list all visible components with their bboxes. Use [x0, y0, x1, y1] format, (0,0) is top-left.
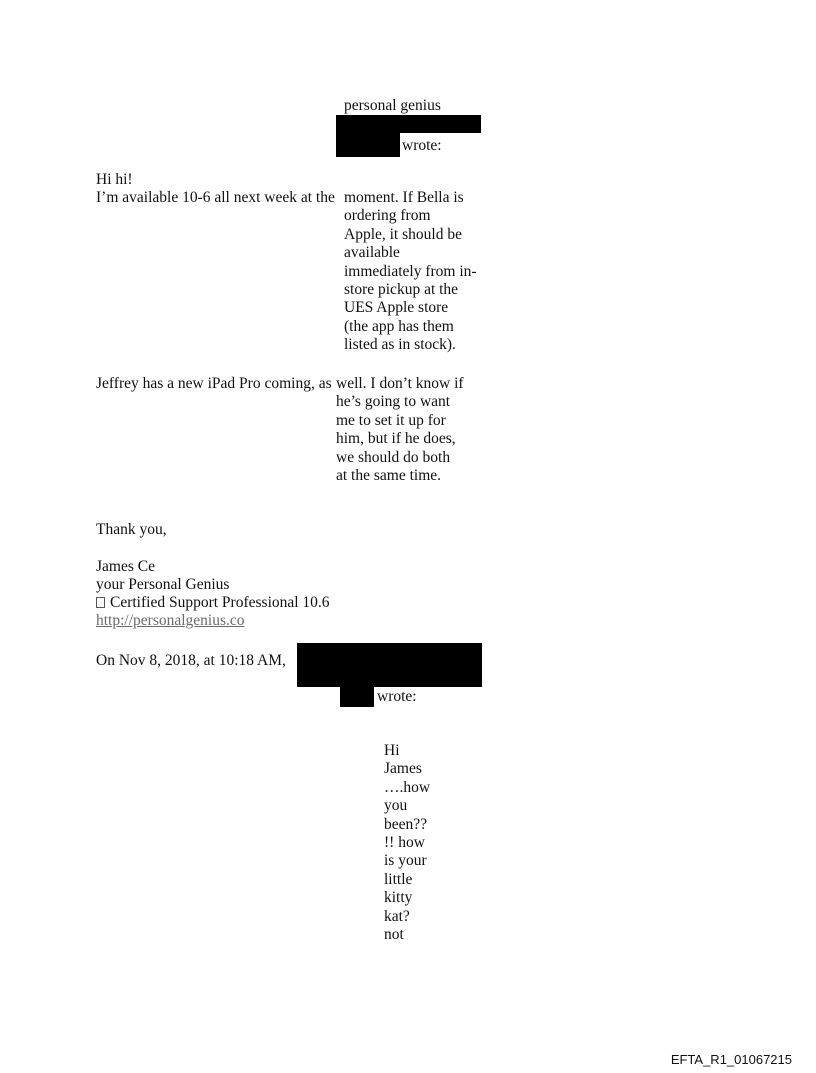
quoted-intro: On Nov 8, 2018, at 10:18 AM, [96, 652, 286, 669]
paragraph-column [336, 375, 464, 485]
reply-line: Hi [384, 742, 400, 759]
signature-name: James Ce [96, 558, 155, 575]
reply-line: you [384, 797, 408, 815]
paragraph-line: Apple, it should be [344, 225, 462, 243]
paragraph-line: (the app has them [344, 317, 454, 335]
redaction-bar [297, 643, 482, 687]
reply-line: not [384, 925, 404, 943]
paragraph-line: Jeffrey has a new iPad Pro coming, as [96, 375, 332, 392]
paragraph-column [344, 189, 477, 355]
paragraph-line: store pickup at the [344, 280, 459, 298]
document-id: EFTA_R1_01067215 [670, 1051, 792, 1067]
reply-line: kitty [384, 889, 413, 907]
website-link[interactable]: http://personalgenius.co [96, 612, 245, 629]
quoted-reply [384, 742, 430, 944]
reply-line: James [384, 760, 422, 778]
paragraph-line: he’s going to want [336, 393, 451, 411]
cert-text: Certified Support Professional 10.6 [110, 594, 330, 611]
paragraph-line: I’m available 10-6 all next week at the [96, 189, 335, 206]
signature-title: your Personal Genius [96, 576, 230, 593]
apple-logo-icon [96, 597, 105, 608]
paragraph-line: me to set it up for [336, 411, 446, 429]
paragraph-line: immediately from in- [344, 262, 477, 280]
wrote-label: wrote: [402, 137, 442, 154]
paragraph-line: ordering from [344, 207, 431, 225]
wrote-label: wrote: [377, 688, 417, 705]
reply-line: !! how [384, 833, 425, 851]
paragraph-line: moment. If Bella is [344, 189, 464, 206]
reply-line: kat? [384, 907, 410, 925]
paragraph-line: UES Apple store [344, 299, 449, 317]
reply-line: is your [384, 852, 427, 870]
greeting: Hi hi! [96, 171, 133, 188]
redaction-bar [336, 133, 400, 157]
paragraph-line: him, but if he does, [336, 430, 456, 448]
redaction-bar [340, 687, 374, 707]
paragraph-line: at the same time. [336, 466, 442, 484]
sign-off: Thank you, [96, 521, 167, 538]
reply-line: ….how [384, 778, 431, 796]
reply-line: little [384, 870, 413, 888]
paragraph-line: listed as in stock). [344, 336, 456, 354]
sender-name: personal genius [344, 97, 441, 114]
paragraph-line: available [344, 244, 400, 262]
redaction-bar [336, 115, 481, 133]
reply-line: been?? [384, 815, 428, 833]
paragraph-line: we should do both [336, 448, 451, 466]
signature-cert [96, 594, 330, 612]
paragraph-line: well. I don’t know if [336, 375, 464, 392]
